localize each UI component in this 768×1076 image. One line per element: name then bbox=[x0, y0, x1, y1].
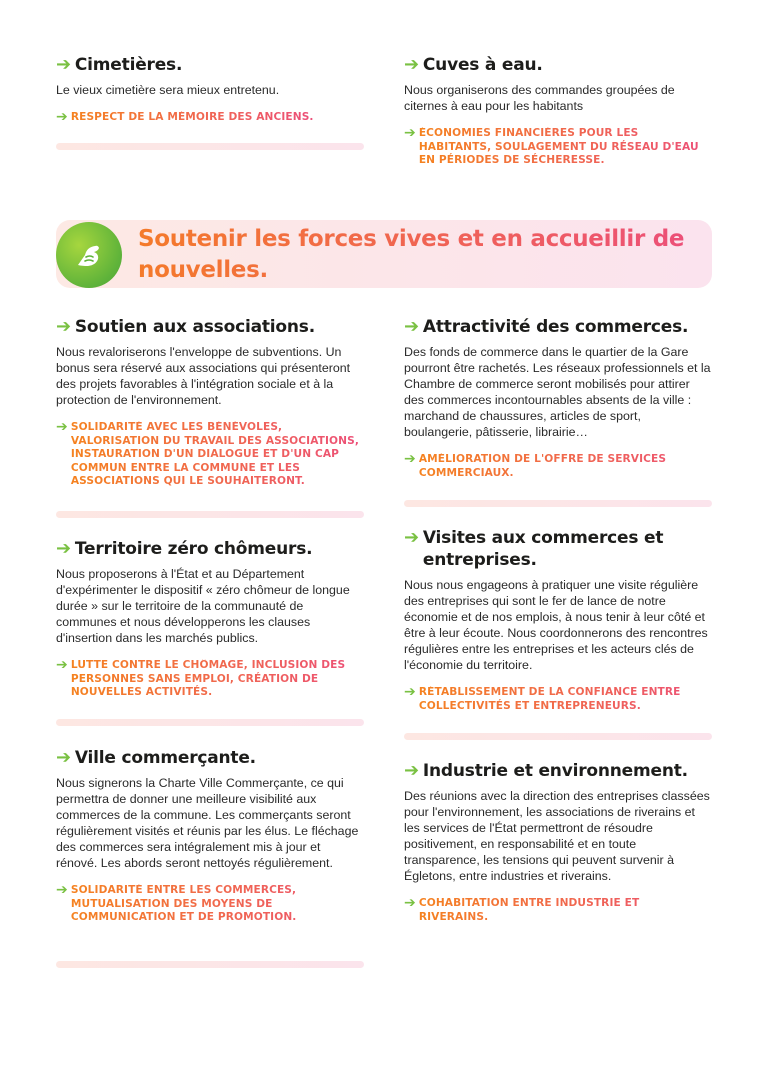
arrow-right-icon: ➔ bbox=[56, 657, 68, 673]
heading: ➔ Attractivité des commerces. bbox=[404, 316, 689, 337]
divider bbox=[56, 719, 364, 726]
arrow-right-icon: ➔ bbox=[404, 895, 416, 911]
arrow-right-icon: ➔ bbox=[56, 316, 71, 337]
section-cimetieres bbox=[56, 54, 364, 125]
divider bbox=[56, 511, 364, 518]
arrow-right-icon: ➔ bbox=[404, 54, 419, 75]
body-text: Des fonds de commerce dans le quartier de la Gare pourront être rachetés. Les réseaux professionnels et la Chambre de commerce seront mobilisés pour attirer des commerces incontournables absents de la ville : marchand de chaussures, articles de sport, boulangerie, pâtisserie, librairie… bbox=[404, 345, 711, 439]
arrow-right-icon: ➔ bbox=[56, 54, 71, 75]
body-text: Nous signerons la Charte Ville Commerçante, ce qui permettra de donner une meilleure visibilité aux commerces de la commune. Les commerçants seront régulièrement visités et réunis par les élus. Le fléchage des commerces sera intégralement mis à jour et rénové. Les abords seront nettoyés régulièrement. bbox=[56, 776, 359, 870]
divider bbox=[404, 500, 712, 507]
arrow-right-icon: ➔ bbox=[56, 419, 68, 435]
arrow-right-icon: ➔ bbox=[404, 125, 416, 141]
body-text: Nous proposerons à l'État et au Département d'expérimenter le dispositif « zéro chômeur de longue durée » sur le territoire de la communauté de communes et nous développerons les clauses d'insertion dans les marchés publics. bbox=[56, 567, 350, 645]
section-attractivite-commerces bbox=[404, 316, 712, 480]
divider bbox=[56, 143, 364, 150]
outcome: ➔ COHABITATION ENTRE INDUSTRIE ET RIVERAINS. bbox=[404, 897, 712, 924]
arrow-right-icon: ➔ bbox=[56, 109, 68, 125]
page-title: Soutenir les forces vives et en accueillir de nouvelles. bbox=[138, 224, 698, 286]
outcome: ➔ SOLIDARITÉ AVEC LES BÉNÉVOLES, VALORISATION DU TRAVAIL DES ASSOCIATIONS, INSTAURATION D'UN DIALOGUE ET D'UN CAP COMMUN ENTRE LA COMMUNE ET LES ASSOCIATIONS QUI LE SOUHAITERONT. bbox=[56, 421, 364, 489]
arrow-right-icon: ➔ bbox=[56, 538, 71, 559]
outcome-cimetieres: ➔ RESPECT DE LA MÉMOIRE DES ANCIENS. bbox=[56, 109, 314, 125]
body-text: Nous nous engageons à pratiquer une visite régulière des entreprises qui sont le fer de lance de notre économie et de nos emplois, à nous tenir à leur côté et être à leur écoute. Nous coordonnerons des rencontres régulières entre les entreprises et les acteurs clés de l'économie du territoire. bbox=[404, 578, 708, 672]
arrow-right-icon: ➔ bbox=[404, 527, 419, 548]
heading: ➔ Ville commerçante. bbox=[56, 747, 256, 768]
body-text: Des réunions avec la direction des entreprises classées pour l'environnement, les associations de riverains et les services de l'État permettront de résoudre positivement, en responsabilité et en toute transparence, les tensions qui peuvent survenir à Égletons, entre industries et riverains. bbox=[404, 789, 710, 883]
outcome-cuves: ➔ ÉCONOMIES FINANCIÈRES POUR LES HABITANTS, SOULAGEMENT DU RÉSEAU D'EAU EN PÉRIODES DE SÉCHERESSE. bbox=[404, 127, 712, 168]
section-cuves bbox=[404, 54, 712, 168]
heading: ➔ Industrie et environnement. bbox=[404, 760, 688, 781]
arrow-right-icon: ➔ bbox=[56, 882, 68, 898]
section-visites-commerces bbox=[404, 527, 712, 713]
body-cuves: Nous organiserons des commandes groupées de citernes à eau pour les habitants bbox=[404, 83, 675, 113]
handshake-icon bbox=[56, 222, 122, 288]
outcome: ➔ LUTTE CONTRE LE CHÔMAGE, INCLUSION DES PERSONNES SANS EMPLOI, CRÉATION DE NOUVELLES ACTIVITÉS. bbox=[56, 659, 364, 700]
divider bbox=[404, 733, 712, 740]
heading: ➔ Visites aux commerces et entreprises. bbox=[404, 527, 664, 570]
body-text: Nous revaloriserons l'enveloppe de subventions. Un bonus sera réservé aux associations qui présenteront des projets favorables à l'intégration sociale et à la protection de l'environnement. bbox=[56, 345, 351, 407]
arrow-right-icon: ➔ bbox=[404, 684, 416, 700]
section-ville-commercante bbox=[56, 747, 364, 925]
heading-cimetieres: ➔ Cimetières. bbox=[56, 54, 183, 75]
section-soutien-associations bbox=[56, 316, 364, 489]
outcome: ➔ SOLIDARITÉ ENTRE LES COMMERCES, MUTUALISATION DES MOYENS DE COMMUNICATION ET DE PROMOTION. bbox=[56, 884, 364, 925]
arrow-right-icon: ➔ bbox=[404, 316, 419, 337]
heading-cuves: ➔ Cuves à eau. bbox=[404, 54, 543, 75]
outcome: ➔ AMÉLIORATION DE L'OFFRE DE SERVICES COMMERCIAUX. bbox=[404, 453, 712, 480]
section-territoire-zero-chomeurs bbox=[56, 538, 364, 700]
divider bbox=[56, 961, 364, 968]
heading: ➔ Soutien aux associations. bbox=[56, 316, 315, 337]
arrow-right-icon: ➔ bbox=[56, 747, 71, 768]
section-industrie-environnement bbox=[404, 760, 712, 924]
arrow-right-icon: ➔ bbox=[404, 760, 419, 781]
outcome: ➔ RÉTABLISSEMENT DE LA CONFIANCE ENTRE COLLECTIVITÉS ET ENTREPRENEURS. bbox=[404, 686, 712, 713]
heading: ➔ Territoire zéro chômeurs. bbox=[56, 538, 313, 559]
body-cimetieres: Le vieux cimetière sera mieux entretenu. bbox=[56, 83, 280, 97]
arrow-right-icon: ➔ bbox=[404, 451, 416, 467]
